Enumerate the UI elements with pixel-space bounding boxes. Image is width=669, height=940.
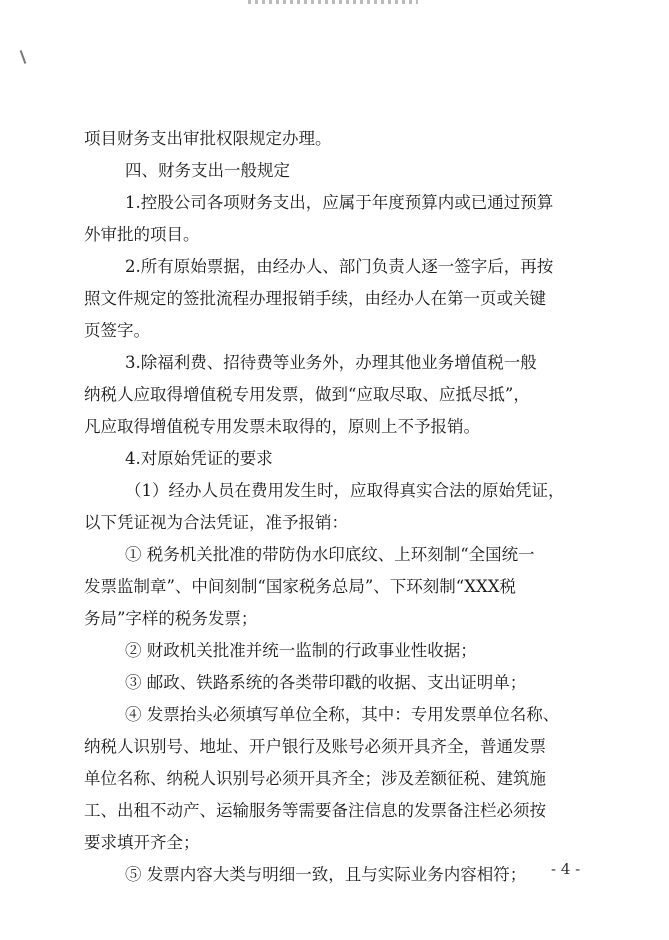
text-line: 页签字。 xyxy=(84,321,150,340)
text-line: 凡应取得增值税专用发票未取得的，原则上不予报销。 xyxy=(84,417,480,436)
text-line: （1）经办人员在费用发生时，应取得真实合法的原始凭证， xyxy=(125,481,565,500)
text-line: 纳税人应取得增值税专用发票，做到“应取尽取、应抵尽抵”， xyxy=(84,385,530,404)
text-line: 以下凭证视为合法凭证，准予报销： xyxy=(84,513,348,532)
text-line: 务局”字样的税务发票； xyxy=(84,609,258,628)
text-line: ④ 发票抬头必须填写单位全称，其中：专用发票单位名称、 xyxy=(125,705,560,724)
text-line: ③ 邮政、铁路系统的各类带印戳的收据、支出证明单； xyxy=(125,673,527,692)
text-line: 3.除福利费、招待费等业务外，办理其他业务增值税一般 xyxy=(125,353,537,372)
text-line: 项目财务支出审批权限规定办理。 xyxy=(84,129,332,148)
section-heading: 四、财务支出一般规定 xyxy=(125,161,290,180)
text-line: 纳税人识别号、地址、开户银行及账号必须开具齐全，普通发票 xyxy=(84,737,546,756)
text-line: ⑤ 发票内容大类与明细一致，且与实际业务内容相符； xyxy=(125,865,527,884)
text-line: 照文件规定的签批流程办理报销手续，由经办人在第一页或关键 xyxy=(84,289,546,308)
text-line: 单位名称、纳税人识别号必须开具齐全；涉及差额征税、建筑施 xyxy=(84,769,546,788)
text-line: ① 税务机关批准的带防伪水印底纹、上环刻制“全国统一 xyxy=(125,545,535,564)
text-line: 4.对原始凭证的要求 xyxy=(125,449,273,468)
scan-mark xyxy=(248,0,418,4)
text-line: 外审批的项目。 xyxy=(84,225,200,244)
page-number: - 4 - xyxy=(551,860,581,878)
text-line: ② 财政机关批准并统一监制的行政事业性收据； xyxy=(125,641,477,660)
scan-speck xyxy=(20,50,27,64)
text-line: 工、出租不动产、运输服务等需要备注信息的发票备注栏必须按 xyxy=(84,801,546,820)
text-line: 要求填开齐全； xyxy=(84,833,200,852)
text-line: 2.所有原始票据，由经办人、部门负责人逐一签字后，再按 xyxy=(125,257,554,276)
text-line: 发票监制章”、中间刻制“国家税务总局”、下环刻制“XXX税 xyxy=(84,577,516,596)
text-line: 1.控股公司各项财务支出，应属于年度预算内或已通过预算 xyxy=(125,193,554,212)
